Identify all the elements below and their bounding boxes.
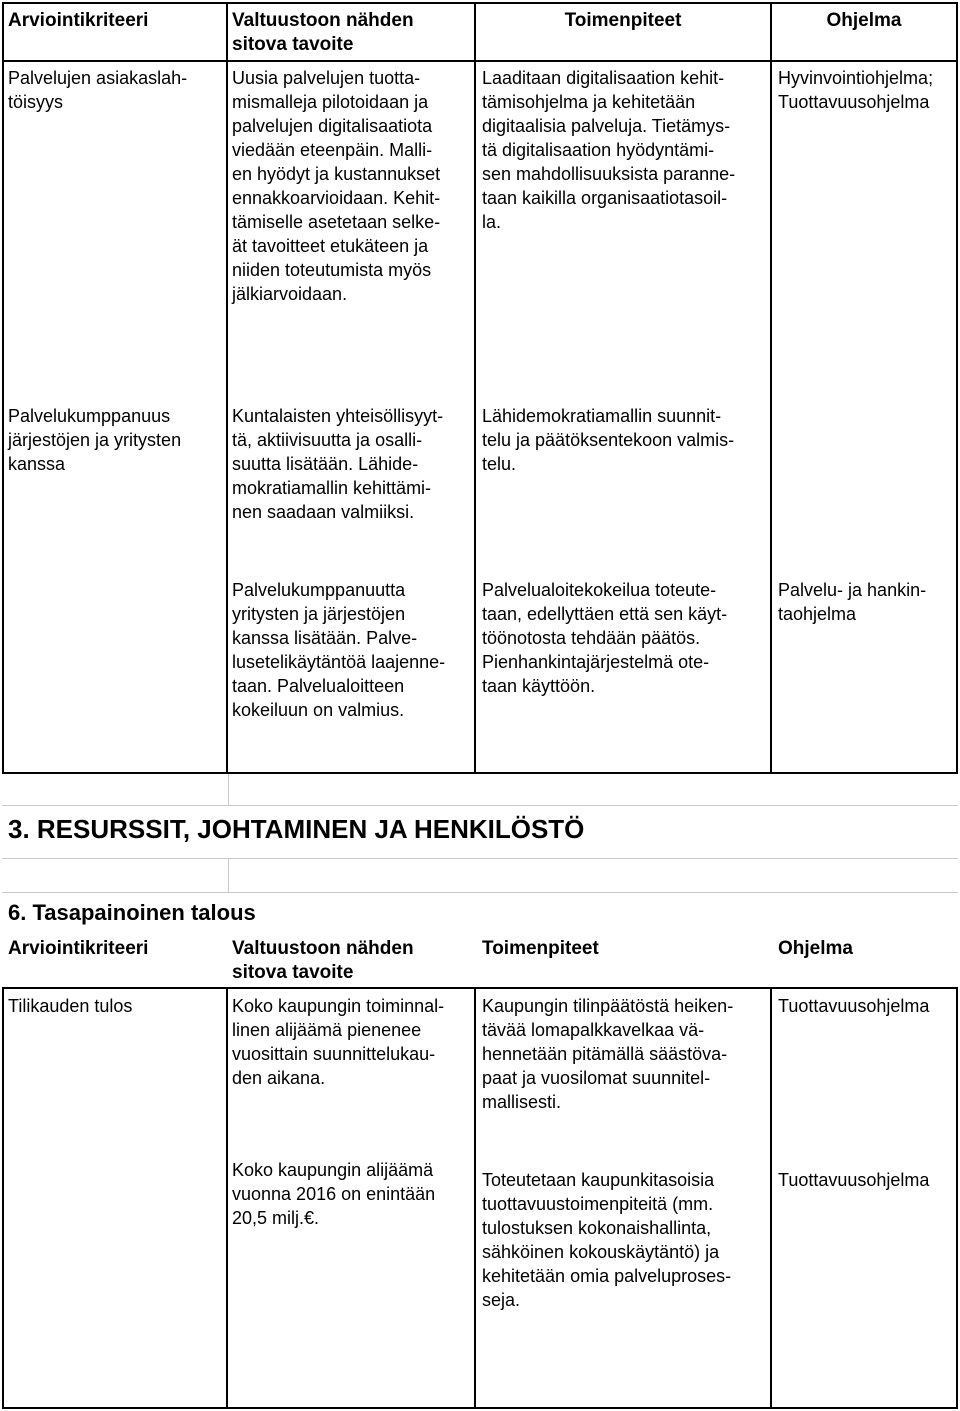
table1-row2-criterion: Palvelukumppanuus järjestöjen ja yritysten kanssa <box>8 406 182 474</box>
table1-row3-goal: Palvelukumppanuutta yritysten ja järjestöjen kanssa lisätään. Palve- lusetelikäytäntöä laajenne- taan. Palvelualoitteen kokeiluun on valmius. <box>232 580 446 720</box>
table2-row2-actions: Toteutetaan kaupunkitasoisia tuottavuustoimenpiteitä (mm. tulostuksen kokonaishallinta, sähköinen kokouskäytäntö) ja kehitetään omia palveluproses- seja. <box>482 1170 732 1310</box>
table1-header-goal: Valtuustoon nähden sitova tavoite <box>232 10 414 55</box>
table1-top-border <box>2 2 958 4</box>
table1-row1-program: Hyvinvointiohjelma; Tuottavuusohjelma <box>778 68 934 112</box>
table1-row2-goal: Kuntalaisten yhteisöllisyyt- tä, aktiivisuutta ja osalli- suutta lisätään. Lähide- mokratiamallin kehittämi- nen saadaan valmiiksi. <box>232 406 444 522</box>
table2-row1-goal: Koko kaupungin toiminnal- linen alijäämä pienenee vuosittain suunnittelukau- den aikana. <box>232 996 445 1088</box>
table2-header-program: Ohjelma <box>778 938 853 959</box>
table1-header-divider <box>2 60 958 62</box>
table2-row1-program: Tuottavuusohjelma <box>778 996 930 1016</box>
table1-header-criterion: Arviointikriteeri <box>8 10 149 31</box>
table2-bottom-border <box>2 1407 958 1409</box>
table1-row1-goal: Uusia palvelujen tuotta- mismalleja pilotoidaan ja palvelujen digitalisaatiota viedään eteenpäin. Malli- en hyödyt ja kustannukset ennakkoarvioidaan. Kehit- tämiselle asetetaan selke- ät tavoitteet etukäteen ja niiden toteutumista myös jälkiarvoidaan. <box>232 68 441 304</box>
table2-col-divider-1 <box>226 987 228 1409</box>
section-faint-line-4 <box>2 892 958 893</box>
table1-col-divider-1 <box>226 2 228 774</box>
section-faint-line-5 <box>228 859 229 892</box>
table1-bottom-border <box>2 772 958 774</box>
table1-row1-actions: Laaditaan digitalisaation kehit- tämisohjelma ja kehitetään digitaalisia palveluja. Tietämys- tä digitalisaation hyödyntämi- sen mahdollisuuksista paranne- taan kaikilla organisaatiotasoil- la. <box>482 68 736 232</box>
table1-col-divider-3 <box>770 2 772 774</box>
subsection-title: 6. Tasapainoinen talous <box>8 900 256 925</box>
section-faint-line-2 <box>228 774 229 806</box>
table2-col-divider-3 <box>770 987 772 1409</box>
table2-left-border <box>2 987 4 1409</box>
table1-header-actions: Toimenpiteet <box>564 10 682 31</box>
table1-row3-actions: Palvelualoitekokeilua toteute- taan, edellyttäen että sen käyt- töönotosta tehdään päätös. Pienhankintajärjestelmä ote- taan käyttöön. <box>482 580 728 696</box>
table1-left-border <box>2 2 4 774</box>
section-faint-line-1 <box>2 805 958 806</box>
table2-header-divider <box>2 987 958 989</box>
table2-row2-program: Tuottavuusohjelma <box>778 1170 930 1190</box>
table2-right-border <box>956 987 958 1409</box>
section-title: 3. RESURSSIT, JOHTAMINEN JA HENKILÖSTÖ <box>8 814 585 844</box>
table2-row1-criterion: Tilikauden tulos <box>8 996 133 1016</box>
table1-row2-actions: Lähidemokratiamallin suunnit- telu ja päätöksentekoon valmis- telu. <box>482 406 735 474</box>
section-faint-line-3 <box>2 858 958 859</box>
table1-row3-program: Palvelu- ja hankin- taohjelma <box>778 580 927 624</box>
table1-row1-criterion: Palvelujen asiakaslah- töisyys <box>8 68 188 112</box>
table2-row2-goal: Koko kaupungin alijäämä vuonna 2016 on enintään 20,5 milj.€. <box>232 1160 436 1228</box>
table1-col-divider-2 <box>474 2 476 774</box>
table1-right-border <box>956 2 958 774</box>
table2-header-goal: Valtuustoon nähden sitova tavoite <box>232 938 414 983</box>
table2-header-actions: Toimenpiteet <box>482 938 599 959</box>
table2-header-criterion: Arviointikriteeri <box>8 938 149 959</box>
table2-col-divider-2 <box>474 987 476 1409</box>
table2-row1-actions: Kaupungin tilinpäätöstä heiken- tävää lomapalkkavelkaa vä- hennetään pitämällä säästöva- paat ja vuosilomat suunnitel- mallisesti. <box>482 996 734 1112</box>
table1-header-program: Ohjelma <box>826 10 902 31</box>
